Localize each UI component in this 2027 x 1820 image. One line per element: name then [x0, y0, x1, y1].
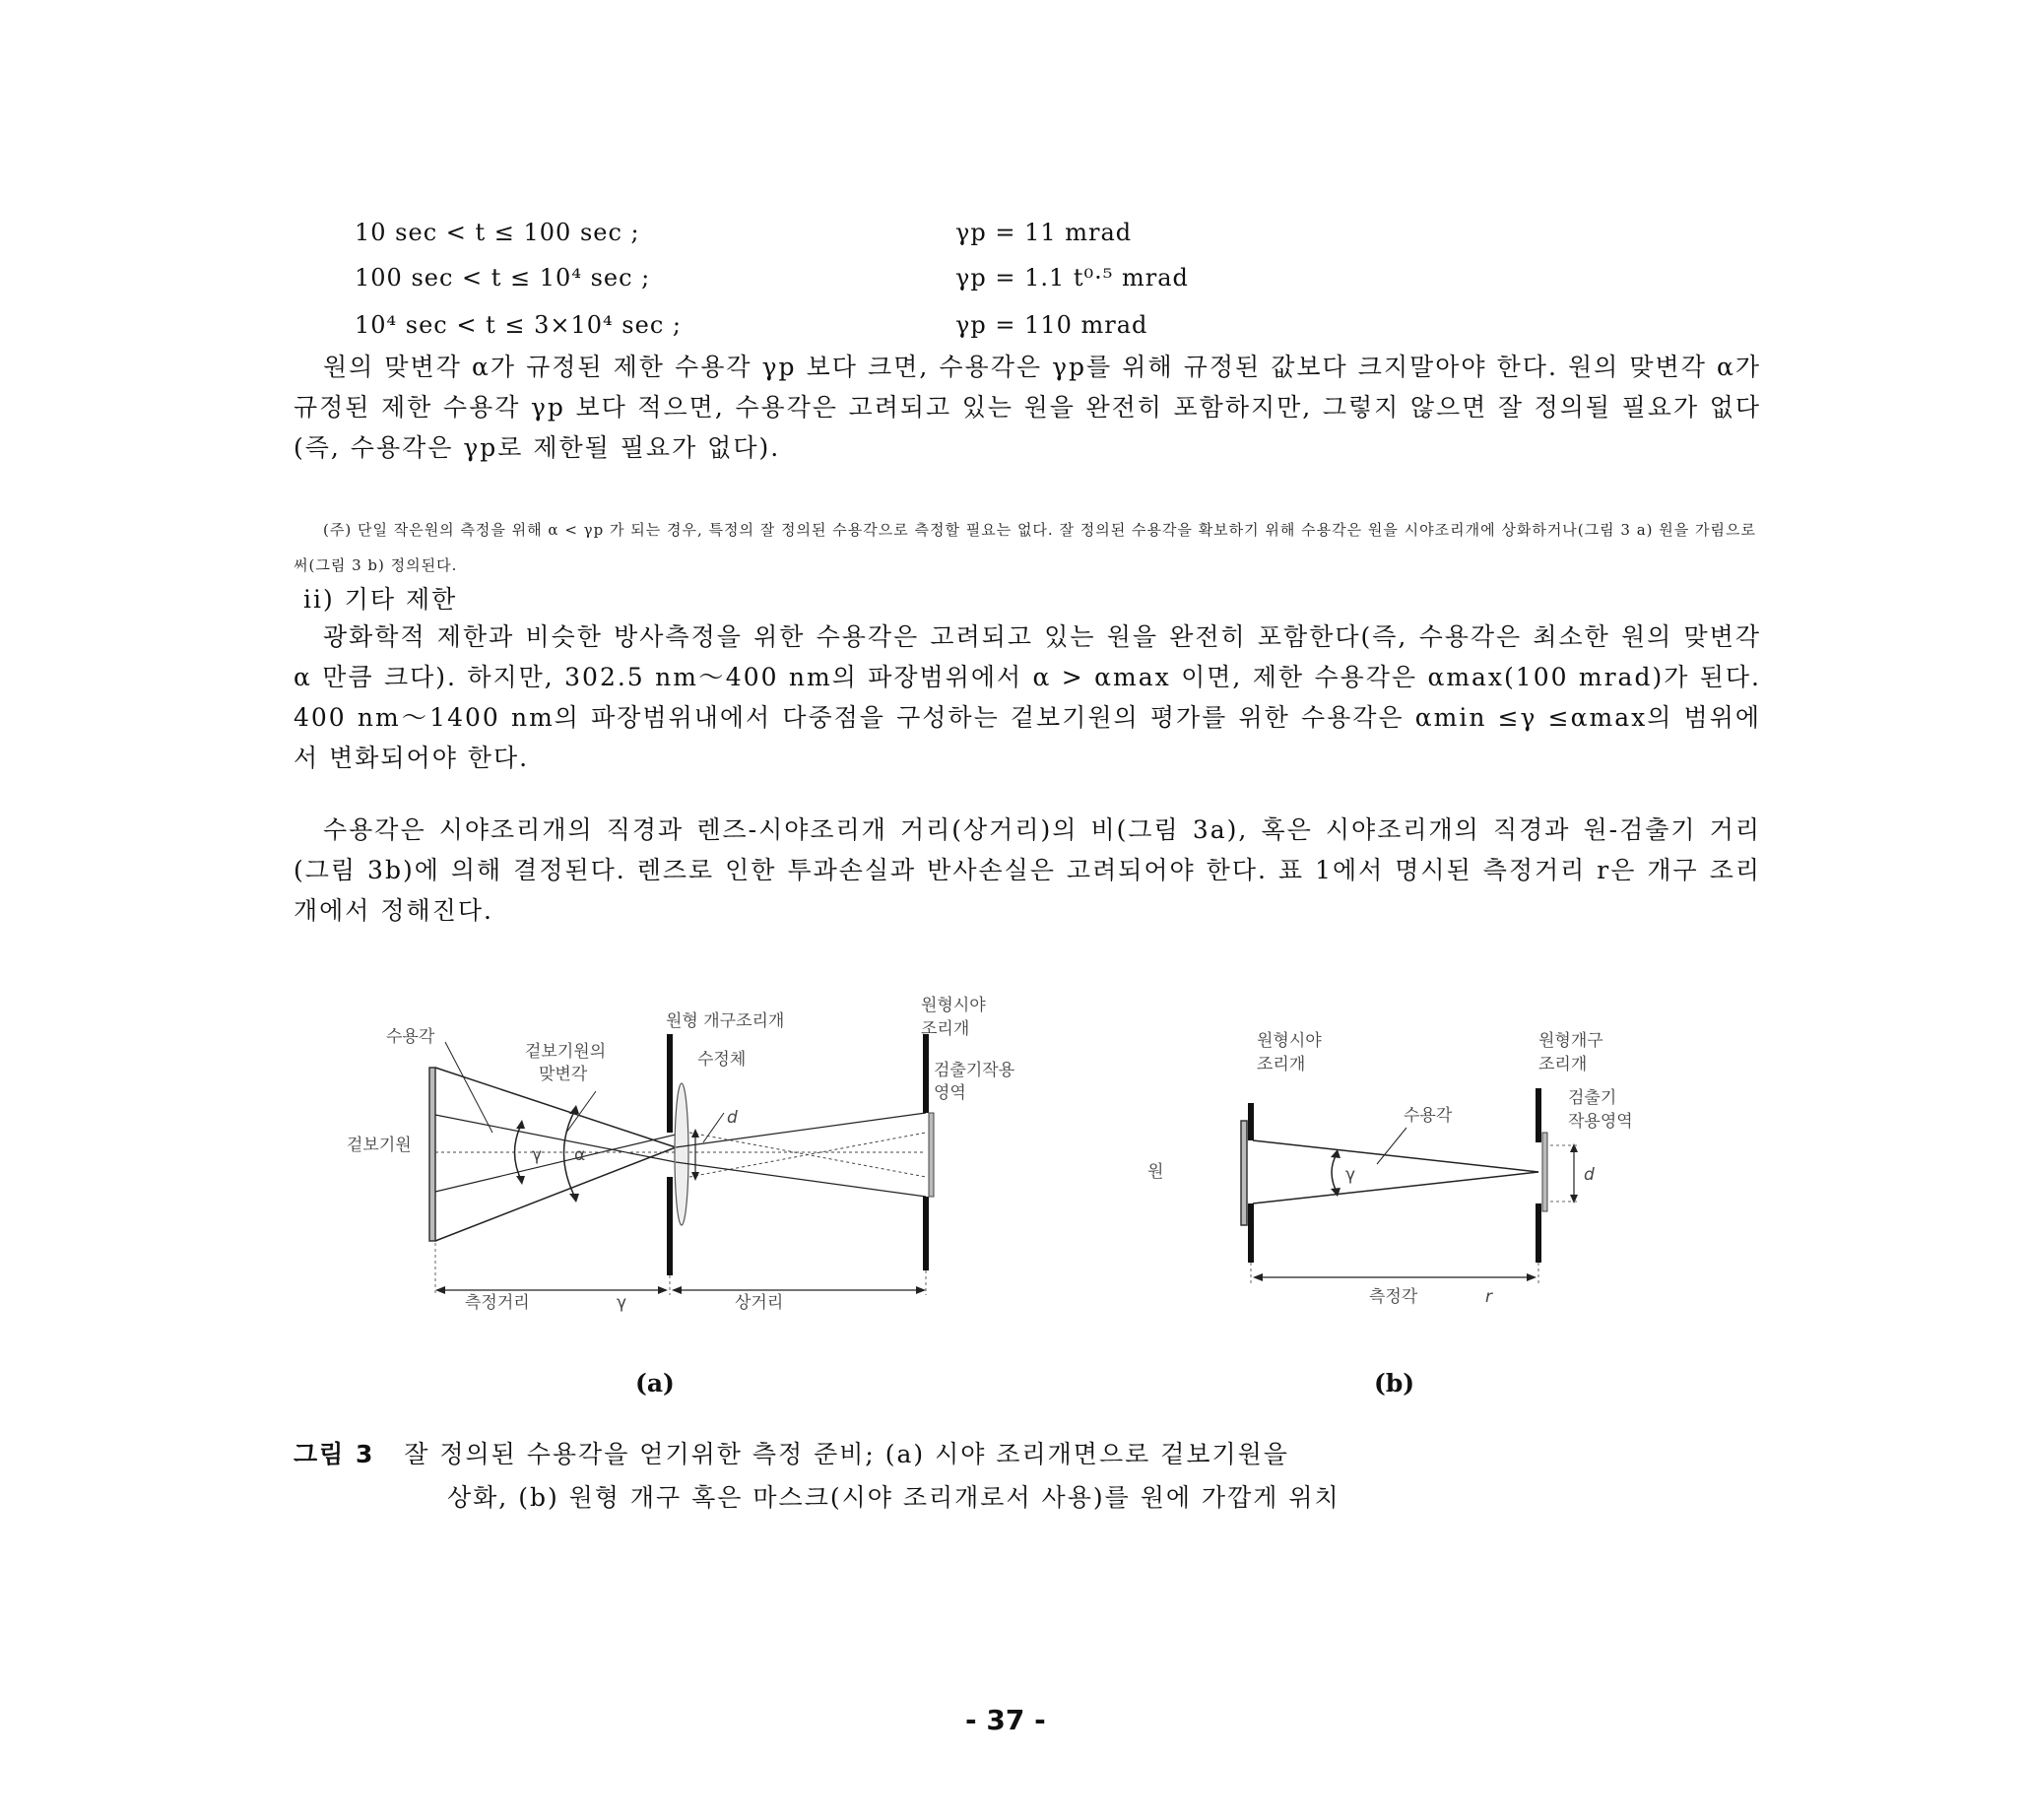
label-measuring: 측정각 — [1369, 1287, 1418, 1307]
label-source: 원 — [1147, 1162, 1164, 1182]
panel-label-a: (a) — [635, 1369, 675, 1398]
label-apparent-source-angle: 겉보기원의 — [525, 1042, 607, 1062]
label-field-stop: 원형시야 — [1257, 1031, 1322, 1051]
section-heading-text: ii) 기타 제한 — [303, 585, 458, 614]
label-lens: 수정체 — [697, 1050, 747, 1070]
label-detector-2: 작용영역 — [1568, 1112, 1633, 1132]
label-gamma: γ — [532, 1145, 543, 1165]
equation-value: γp = 110 mrad — [955, 311, 1148, 339]
label-field-stop-2: 조리개 — [921, 1019, 970, 1039]
paragraph-text: 수용각은 시야조리개의 직경과 렌즈-시야조리개 거리(상거리)의 비(그림 3a), 혹은 시야조리개의 직경과 원-검출기 거리(그림 3b)에 의해 결정된다. 렌즈로 인한 투과손실과 반사손실은 고려되어야 한다. 표 1에서 명시된 측정거리 r은 개구 조리개에서 정해진다. — [294, 815, 1761, 925]
label-image-distance: 상거리 — [735, 1293, 784, 1313]
equation-value: γp = 11 mrad — [955, 219, 1133, 246]
figure-caption — [294, 1433, 1761, 1520]
label-apparent-source-angle-2: 맞변각 — [539, 1065, 588, 1084]
equation-condition: 100 sec < t ≤ 10⁴ sec ; — [355, 264, 651, 292]
note-text: (주) 단일 작은원의 측정을 위해 α < γp 가 되는 경우, 특정의 잘 정의된 수용각으로 측정할 필요는 없다. 잘 정의된 수용각을 확보하기 위해 수용각은 원을 시야조리개에 상화하거나(그림 3 a) 원을 가림으로써(그림 3 b) 정의된다. — [294, 521, 1756, 574]
label-measuring-distance: 측정거리 — [465, 1293, 530, 1313]
equation-value: γp = 1.1 t⁰·⁵ mrad — [955, 264, 1189, 292]
apparent-source-shape — [429, 1068, 435, 1241]
label-r: γ — [617, 1293, 627, 1313]
lens-shape — [675, 1083, 688, 1225]
label-detector: 검출기작용 — [934, 1061, 1015, 1080]
label-r: r — [1485, 1287, 1492, 1307]
paragraph-text: 광화학적 제한과 비슷한 방사측정을 위한 수용각은 고려되고 있는 원을 완전히 포함한다(즉, 수용각은 최소한 원의 맞변각 α 만큼 크다). 하지만, 302.5 nm～400 nm의 파장범위에서 α > αmax 이면, 제한 수용각은 αmax(100 mrad)가 된다. 400 nm～1400 nm의 파장범위내에서 다중점을 구성하는 겉보기원의 평가를 위한 수용각은 αmin ≤γ ≤αmax의 범위에서 변화되어야 한다. — [294, 622, 1761, 772]
label-d: d — [727, 1108, 738, 1128]
source-shape — [1241, 1121, 1247, 1225]
equation-condition: 10 sec < t ≤ 100 sec ; — [355, 219, 640, 246]
caption-line-1: 잘 정의된 수용각을 얻기위한 측정 준비; (a) 시야 조리개면으로 겉보기원을 — [404, 1440, 1289, 1468]
label-detector-2: 영역 — [934, 1083, 966, 1103]
page-number: - 37 - — [965, 1704, 1046, 1736]
figure-a — [347, 995, 1015, 1313]
caption-head: 그림 3 — [294, 1440, 375, 1468]
panel-label-b: (b) — [1374, 1369, 1415, 1398]
figure-b — [1147, 1030, 1633, 1307]
label-apparent-source: 겉보기원 — [347, 1136, 412, 1155]
label-aperture-stop: 원형 개구조리개 — [666, 1011, 785, 1031]
label-gamma: γ — [1345, 1165, 1356, 1185]
paragraph-text: 원의 맞변각 α가 규정된 제한 수용각 γp 보다 크면, 수용각은 γp를 위해 규정된 값보다 크지말아야 한다. 원의 맞변각 α가 규정된 제한 수용각 γp 보다 적으면, 수용각은 고려되고 있는 원을 완전히 포함하지만, 그렇지 않으면 잘 정의될 필요가 없다(즉, 수용각은 γp로 제한될 필요가 없다). — [294, 353, 1761, 462]
label-acceptance-angle: 수용각 — [386, 1027, 435, 1047]
equation-condition: 10⁴ sec < t ≤ 3×10⁴ sec ; — [355, 311, 682, 339]
label-acceptance-angle: 수용각 — [1404, 1106, 1453, 1126]
label-d: d — [1584, 1165, 1595, 1185]
label-alpha: α — [574, 1145, 586, 1165]
detector-area-shape — [929, 1113, 934, 1197]
label-detector: 검출기 — [1568, 1088, 1617, 1108]
label-aperture-2: 조리개 — [1538, 1055, 1588, 1074]
caption-line-2: 상화, (b) 원형 개구 혹은 마스크(시야 조리개로서 사용)를 원에 가깝게 위치 — [447, 1483, 1340, 1512]
detector-area-shape — [1542, 1133, 1547, 1211]
label-aperture: 원형개구 — [1538, 1031, 1603, 1051]
label-field-stop-2: 조리개 — [1257, 1055, 1306, 1074]
label-field-stop: 원형시야 — [921, 996, 986, 1015]
